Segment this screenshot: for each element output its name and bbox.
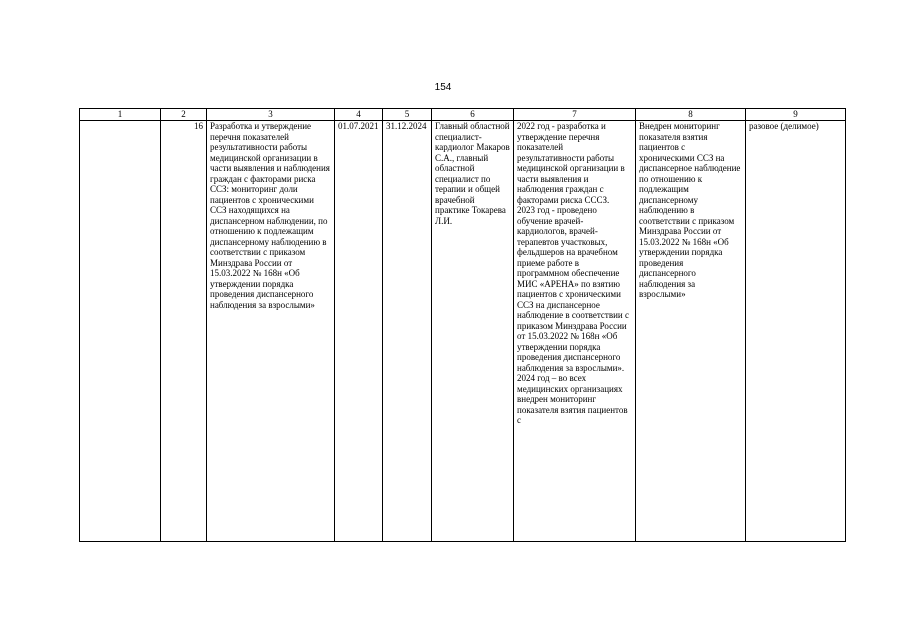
column-number: 1	[80, 109, 161, 121]
plan-table	[79, 108, 846, 542]
cell-end-date: 31.12.2024	[383, 121, 432, 542]
cell-result: Внедрен мониторинг показателя взятия пациентов с хроническими ССЗ на диспансерное наблюдение по отношению к подлежащим диспансерному наблюдению в соответствии с приказом Минздрава России от 15.03.2022 № 168н «Об утверждении порядка проведения диспансерного наблюдения за взрослыми»	[636, 121, 746, 542]
cell-start-date: 01.07.2021	[335, 121, 383, 542]
table-row	[80, 121, 846, 542]
column-number-row	[80, 109, 846, 121]
column-number: 4	[335, 109, 383, 121]
cell-item-number: 16	[161, 121, 207, 542]
column-number: 6	[432, 109, 514, 121]
column-number: 5	[383, 109, 432, 121]
cell-activity-name: Разработка и утверждение перечня показателей результативности работы медицинской организации в части выявления и наблюдения граждан с факторами риска ССЗ: мониторинг доли пациентов с хроническими ССЗ находящихся на диспансерном наблюдении, по отношению к подлежащим диспансерному наблюдению в соответствии с приказом Минздрава России от 15.03.2022 № 168н «Об утверждении порядка проведения диспансерного наблюдения за взрослыми»	[207, 121, 335, 542]
cell-responsible: Главный областной специалист-кардиолог Макаров С.А., главный областной специалист по терапии и общей врачебной практике Токарева Л.И.	[432, 121, 514, 542]
column-number: 2	[161, 109, 207, 121]
page-number: 154	[434, 82, 452, 93]
column-number: 8	[636, 109, 746, 121]
cell-progress-description: 2022 год - разработка и утверждение перечня показателей результативности работы медицинской организации в части выявления и наблюдения граждан с факторами риска СССЗ. 2023 год - проведено обучение врачей-кардиологов, врачей-терапевтов участковых, фельдшеров на врачебном приеме работе в программном обеспечение МИС «АРЕНА» по взятию пациентов с хроническими ССЗ на диспансерное наблюдение в соответствии с приказом Минздрава России от 15.03.2022 № 168н «Об утверждении порядка проведения диспансерного наблюдения за взрослыми». 2024 год – во всех медицинских организациях внедрен мониторинг показателя взятия пациентов с	[514, 121, 636, 542]
cell-type: разовое (делимое)	[746, 121, 846, 542]
cell-section	[80, 121, 161, 542]
column-number: 9	[746, 109, 846, 121]
column-number: 7	[514, 109, 636, 121]
column-number: 3	[207, 109, 335, 121]
